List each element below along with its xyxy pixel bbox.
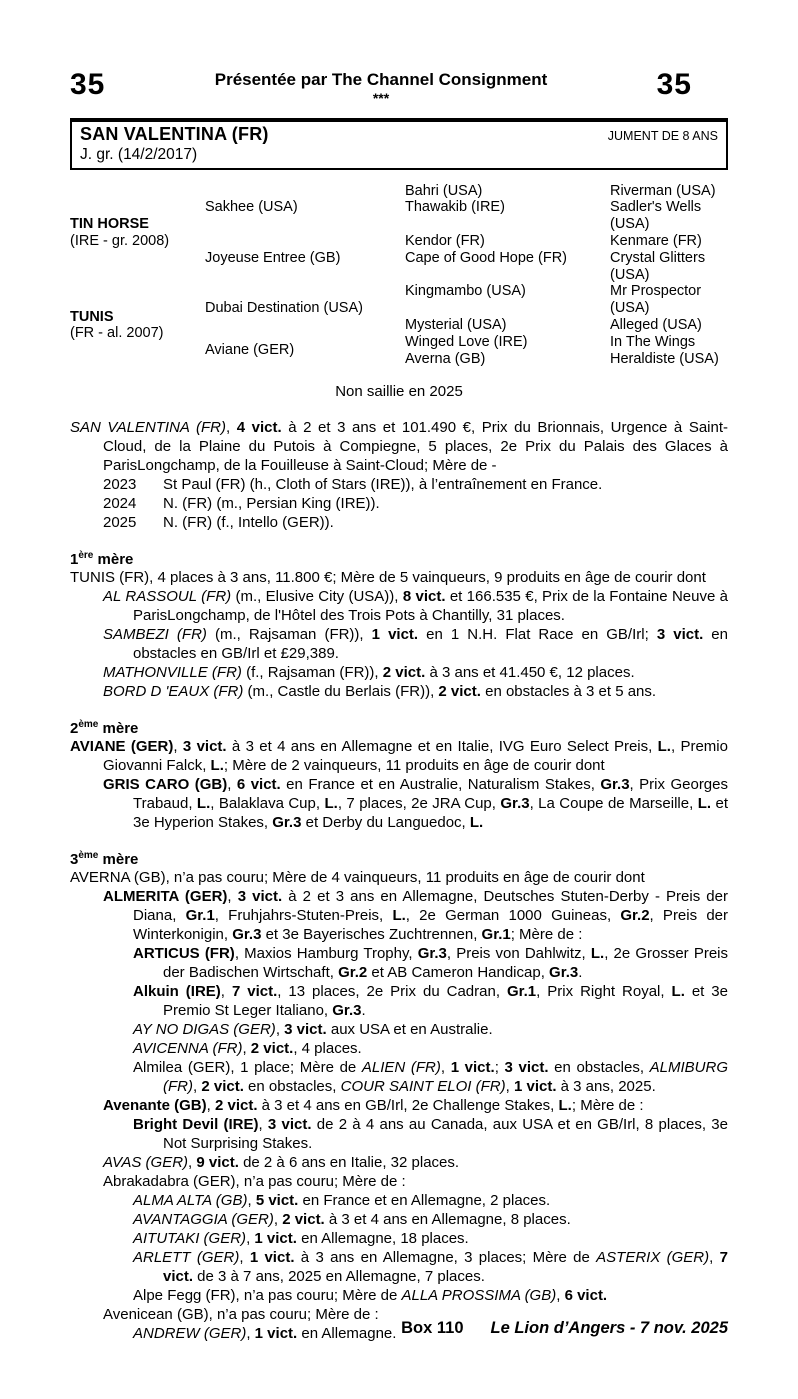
pedigree-paragraph: Bright Devil (IRE), 3 vict. de 2 à 4 ans au Canada, aux USA et en GB/Irl, 8 places, 3e Not Surprising Stakes. (133, 1116, 728, 1153)
pedigree-gen3-entry: Thawakib (IRE) (405, 199, 505, 216)
sire-name: TIN HORSE (70, 216, 149, 233)
pedigree-gen3-entry: Winged Love (IRE) (405, 333, 528, 350)
pedigree-paragraph: AL RASSOUL (FR) (m., Elusive City (USA)), 8 vict. et 166.535 €, Prix de la Fontaine Neuve à ParisLongchamp, de l'Hôtel des Trois Pots à Chantilly, 31 places. (103, 588, 728, 625)
heading-label: mère (93, 551, 134, 569)
presenter-title: Présentée par The Channel Consignment (214, 70, 548, 89)
page-footer (401, 1319, 728, 1338)
horse-color-dob: J. gr. (14/2/2017) (80, 145, 198, 163)
pedigree-gen2-entry: Aviane (GER) (205, 342, 295, 359)
heading-superscript: ème (78, 719, 99, 731)
dam-name: TUNIS (70, 308, 114, 325)
produce-year: 2025 (103, 514, 137, 532)
heading-superscript: ère (78, 550, 94, 562)
pedigree-gen4-entry: Kenmare (FR) (610, 232, 702, 249)
heading-superscript: ème (78, 850, 99, 862)
pedigree-paragraph: BORD D 'EAUX (FR) (m., Castle du Berlais (FR)), 2 vict. en obstacles à 3 et 5 ans. (103, 683, 657, 701)
race-record-paragraph: SAN VALENTINA (FR), 4 vict. à 2 et 3 ans et 101.490 €, Prix du Brionnais, Urgence à Saint-Cloud, de la Plaine du Putois à Compiegne, 5 places, 2e Prix du Palais des Glaces à ParisLongchamp, de la Fouilleuse à Saint-Cloud; Mère de - (70, 419, 729, 475)
lot-number-right: 35 (656, 68, 692, 101)
pedigree-gen3-entry: Mysterial (USA) (405, 316, 507, 333)
heading-number: 2 (70, 720, 79, 738)
heading-label: mère (98, 851, 139, 869)
footer-venue-date: Le Lion d’Angers - 7 nov. 2025 (490, 1319, 728, 1337)
produce-text: St Paul (FR) (h., Cloth of Stars (IRE)), à l’entraînement en France. (163, 476, 603, 494)
pedigree-gen4-entry: Alleged (USA) (610, 316, 702, 333)
pedigree-paragraph: Alpe Fegg (FR), n’a pas couru; Mère de ALLA PROSSIMA (GB), 6 vict. (133, 1287, 608, 1305)
pedigree-gen4-entry: Sadler's Wells (USA) (610, 199, 702, 233)
section-first-dam (70, 568, 728, 701)
section-heading-second-dam (70, 720, 728, 737)
pedigree-sire (70, 216, 205, 250)
section-heading-third-dam (70, 851, 728, 868)
pedigree-gen4-entry: Crystal Glitters (USA) (610, 249, 706, 283)
dam-detail: (FR - al. 2007) (70, 325, 164, 342)
pedigree-gen2-entry: Joyeuse Entree (GB) (205, 249, 341, 266)
pedigree-paragraph: GRIS CARO (GB), 6 vict. en France et en Australie, Naturalism Stakes, Gr.3, Prix Georges Trabaud, L., Balaklava Cup, L., 7 places, 2e JRA Cup, Gr.3, La Coupe de Marseille, L. et 3e Hyperion Stakes, Gr.3 et Derby du Languedoc, L. (103, 776, 728, 832)
pedigree-paragraph: ARLETT (GER), 1 vict. à 3 ans en Allemagne, 3 places; Mère de ASTERIX (GER), 7 vict. de 3 à 7 ans, 2025 en Allemagne, 7 places. (133, 1249, 728, 1286)
pedigree-paragraph: Alkuin (IRE), 7 vict., 13 places, 2e Prix du Cadran, Gr.1, Prix Right Royal, L. et 3e Premio St Leger Italiano, Gr.3. (133, 983, 728, 1020)
pedigree-gen3-entry: Kingmambo (USA) (405, 283, 526, 300)
pedigree-paragraph: AVANTAGGIA (GER), 2 vict. à 3 et 4 ans en Allemagne, 8 places. (133, 1211, 571, 1229)
produce-text: N. (FR) (f., Intello (GER)). (163, 514, 334, 532)
produce-year: 2024 (103, 495, 137, 513)
pedigree-paragraph: Almilea (GER), 1 place; Mère de ALIEN (FR), 1 vict.; 3 vict. en obstacles, ALMIBURG (FR), 2 vict. en obstacles, COUR SAINT ELOI (FR), 1 vict. à 3 ans, 2025. (133, 1059, 728, 1096)
pedigree-paragraph: AVERNA (GB), n’a pas couru; Mère de 4 vainqueurs, 11 produits en âge de courir dont (70, 869, 645, 887)
page-header (70, 70, 728, 105)
stars-separator: *** (372, 89, 390, 106)
pedigree-gen3-entry: Kendor (FR) (405, 232, 485, 249)
section-third-dam (70, 868, 728, 1343)
header-center (105, 70, 656, 105)
pedigree-paragraph: AVICENNA (FR), 2 vict., 4 places. (133, 1040, 362, 1058)
heading-number: 3 (70, 851, 79, 869)
pedigree-gen4-entry: Mr Prospector (USA) (610, 283, 702, 317)
pedigree-gen3-entry: Bahri (USA) (405, 182, 483, 199)
catalog-page (0, 70, 798, 1399)
produce-year: 2023 (103, 476, 137, 494)
pedigree-paragraph: Avenante (GB), 2 vict. à 3 et 4 ans en GB/Irl, 2e Challenge Stakes, L.; Mère de : (103, 1097, 644, 1115)
heading-label: mère (98, 720, 139, 738)
pedigree-paragraph: AY NO DIGAS (GER), 3 vict. aux USA et en Australie. (133, 1021, 493, 1039)
pedigree-gen4-entry: In The Wings (610, 333, 696, 350)
pedigree-paragraph: ALMERITA (GER), 3 vict. à 2 et 3 ans en Allemagne, Deutsches Stuten-Derby - Preis der Diana, Gr.1, Fruhjahrs-Stuten-Preis, L., 2e German 1000 Guineas, Gr.2, Preis der Winterkonigin, Gr.3 et 3e Bayerisches Zuchtrennen, Gr.1; Mère de : (103, 888, 729, 944)
pedigree-dam (70, 309, 205, 343)
lot-header-top-row (80, 124, 718, 145)
pedigree-paragraph: SAMBEZI (FR) (m., Rajsaman (FR)), 1 vict. en 1 N.H. Flat Race en GB/Irl; 3 vict. en obstacles en GB/Irl et £29,389. (103, 626, 728, 663)
section-heading-first-dam (70, 551, 728, 568)
pedigree-gen2-entry: Dubai Destination (USA) (205, 300, 363, 317)
lot-header-box (70, 118, 728, 170)
pedigree-gen4-entry: Heraldiste (USA) (610, 350, 719, 367)
sire-detail: (IRE - gr. 2008) (70, 232, 170, 249)
heading-number: 1 (70, 551, 79, 569)
pedigree-gen3-entry: Averna (GB) (405, 350, 486, 367)
pedigree-paragraph: Abrakadabra (GER), n’a pas couru; Mère de : (103, 1173, 406, 1191)
pedigree-paragraph: AVAS (GER), 9 vict. de 2 à 6 ans en Italie, 32 places. (103, 1154, 460, 1172)
produce-row (70, 475, 728, 494)
pedigree-gen3-entry: Cape of Good Hope (FR) (405, 249, 567, 266)
produce-row (70, 494, 728, 513)
pedigree-gen4-entry: Riverman (USA) (610, 182, 716, 199)
produce-text: N. (FR) (m., Persian King (IRE)). (163, 495, 380, 513)
pedigree-paragraph: MATHONVILLE (FR) (f., Rajsaman (FR)), 2 vict. à 3 ans et 41.450 €, 12 places. (103, 664, 635, 682)
lot-number-left: 35 (70, 68, 106, 101)
pedigree-paragraph: ARTICUS (FR), Maxios Hamburg Trophy, Gr.3, Preis von Dahlwitz, L., 2e Grosser Preis der Badischen Wirtschaft, Gr.2 et AB Cameron Handicap, Gr.3. (133, 945, 729, 982)
pedigree-paragraph: ALMA ALTA (GB), 5 vict. en France et en Allemagne, 2 places. (133, 1192, 551, 1210)
pedigree-paragraph: AITUTAKI (GER), 1 vict. en Allemagne, 18 places. (133, 1230, 469, 1248)
section-second-dam (70, 737, 728, 832)
horse-category: JUMENT DE 8 ANS (607, 128, 718, 143)
produce-row (70, 513, 728, 532)
pedigree-paragraph: TUNIS (FR), 4 places à 3 ans, 11.800 €; Mère de 5 vainqueurs, 9 produits en âge de courir dont (70, 569, 706, 587)
covering-note: Non saillie en 2025 (335, 383, 463, 401)
pedigree-paragraph: Avenicean (GB), n’a pas couru; Mère de : (103, 1306, 379, 1324)
race-record (70, 418, 728, 532)
horse-name: SAN VALENTINA (FR) (80, 123, 269, 144)
pedigree-gen2-entry: Sakhee (USA) (205, 199, 298, 216)
pedigree-paragraph: AVIANE (GER), 3 vict. à 3 et 4 ans en Allemagne et en Italie, IVG Euro Select Preis, L., Premio Giovanni Falck, L.; Mère de 2 vainqueurs, 11 produits en âge de courir dont (70, 738, 728, 775)
pedigree-table (70, 183, 728, 368)
pedigree-paragraph: ANDREW (GER), 1 vict. en Allemagne. (133, 1325, 397, 1343)
footer-box-number: Box 110 (401, 1319, 464, 1337)
